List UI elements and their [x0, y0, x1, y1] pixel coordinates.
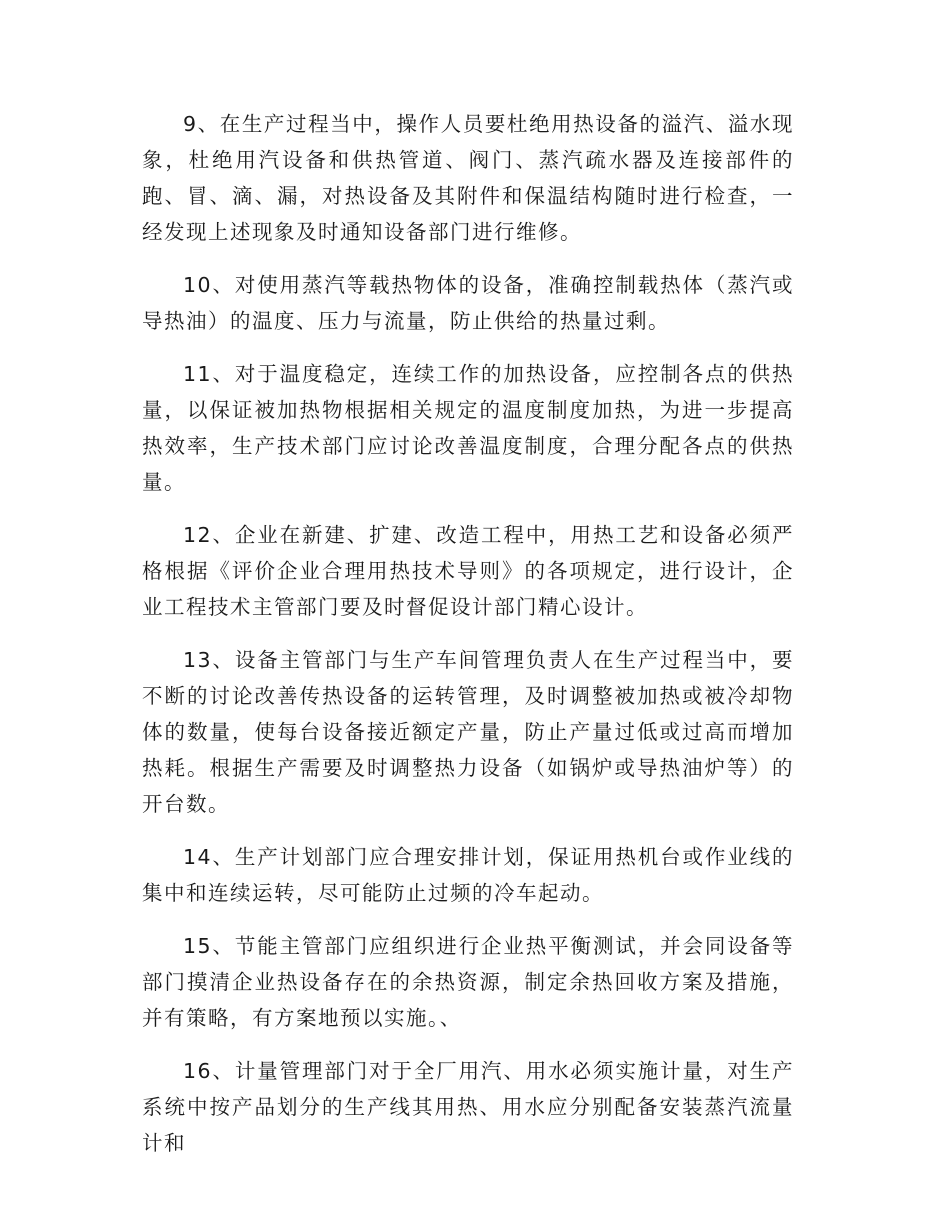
paragraph-item-9: 9、在生产过程当中，操作人员要杜绝用热设备的溢汽、溢水现象，杜绝用汽设备和供热管道、阀门、蒸汽疏水器及连接部件的跑、冒、滴、漏，对热设备及其附件和保温结构随时进行检查，一经发现上述现象及时通知设备部门进行维修。 [142, 112, 794, 244]
paragraph-item-15: 15、节能主管部门应组织进行企业热平衡测试，并会同设备等部门摸清企业热设备存在的余热资源，制定余热回收方案及措施，并有策略，有方案地预以实施。、 [142, 934, 794, 1030]
paragraph-item-13: 13、设备主管部门与生产车间管理负责人在生产过程当中，要不断的讨论改善传热设备的运转管理，及时调整被加热或被冷却物体的数量，使每台设备接近额定产量，防止产量过低或过高而增加热耗。根据生产需要及时调整热力设备（如锅炉或导热油炉等）的开台数。 [142, 648, 794, 816]
paragraph-item-11: 11、对于温度稳定，连续工作的加热设备，应控制各点的供热量，以保证被加热物根据相关规定的温度制度加热，为进一步提高热效率，生产技术部门应讨论改善温度制度，合理分配各点的供热量。 [142, 362, 794, 494]
paragraph-item-10: 10、对使用蒸汽等载热物体的设备，准确控制载热体（蒸汽或导热油）的温度、压力与流量，防止供给的热量过剩。 [142, 273, 794, 333]
paragraph-item-14: 14、生产计划部门应合理安排计划，保证用热机台或作业线的集中和连续运转，尽可能防止过频的冷车起动。 [142, 845, 794, 905]
paragraph-item-12: 12、企业在新建、扩建、改造工程中，用热工艺和设备必须严格根据《评价企业合理用热技术导则》的各项规定，进行设计，企业工程技术主管部门要及时督促设计部门精心设计。 [142, 523, 794, 619]
document-page [142, 106, 794, 1178]
paragraph-item-16: 16、计量管理部门对于全厂用汽、用水必须实施计量，对生产系统中按产品划分的生产线其用热、用水应分别配备安装蒸汽流量计和 [142, 1059, 794, 1155]
